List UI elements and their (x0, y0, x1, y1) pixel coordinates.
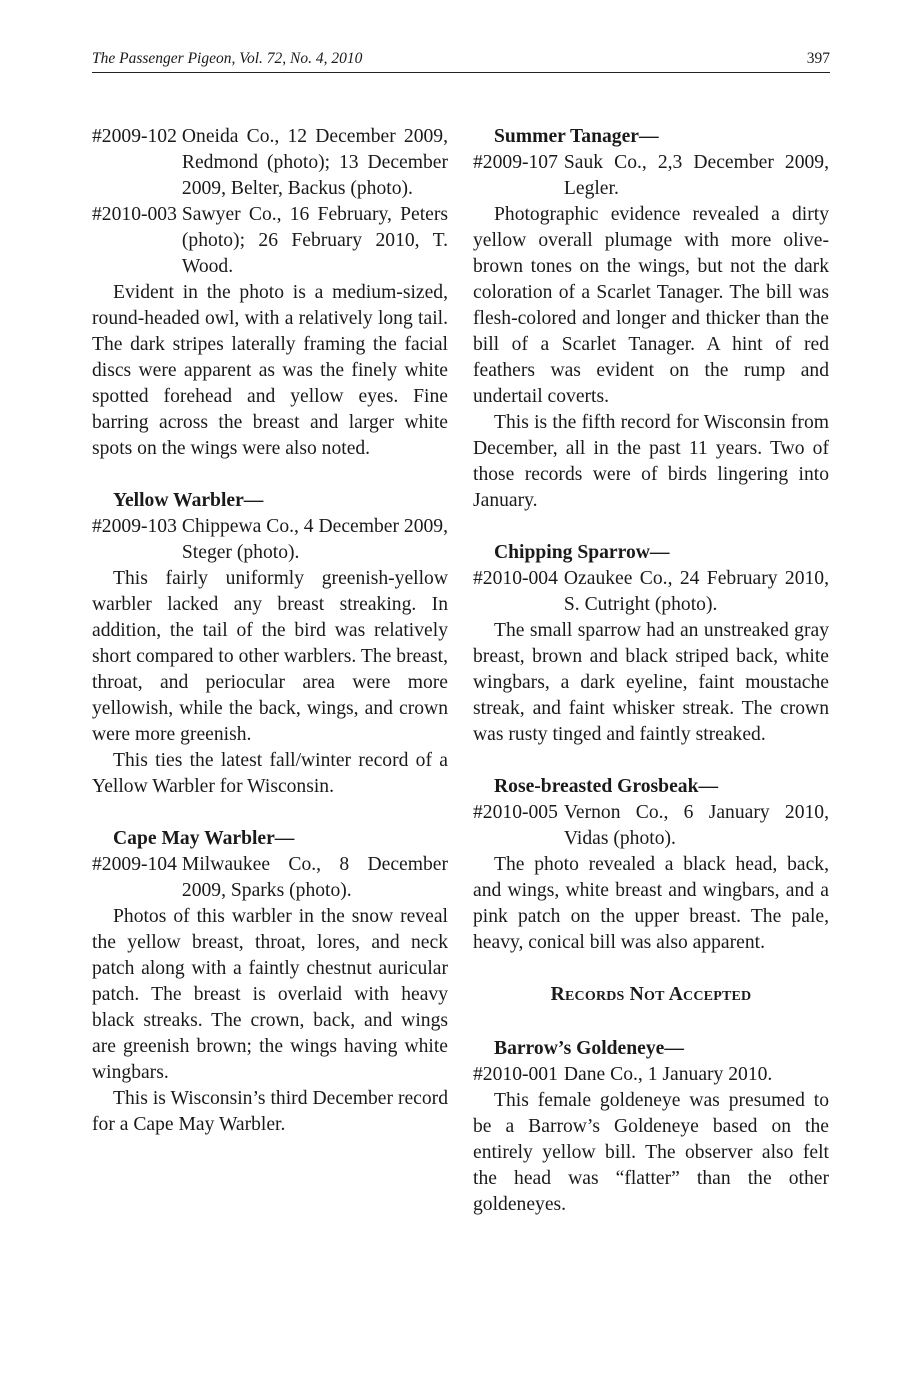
species-heading: Yellow Warbler— (113, 490, 264, 511)
spacer (92, 800, 448, 826)
section-title (473, 982, 829, 1010)
species-note: This ties the latest fall/winter record of a Yellow Warbler for Wisconsin. (92, 750, 448, 797)
record-entry (92, 202, 448, 280)
page-number: 397 (806, 50, 830, 67)
record-details: Ozaukee Co., 24 February 2010, S. Cutright (photo). (563, 568, 829, 615)
section-title-initial: R (550, 984, 565, 1005)
record-entry (473, 800, 829, 852)
record-entry (92, 124, 448, 202)
record-details: Sawyer Co., 16 February, Peters (photo); 26 February 2010, T. Wood. (181, 204, 448, 277)
species-heading: Chipping Sparrow— (494, 542, 670, 563)
section-title-initial: A (668, 984, 684, 1005)
section-title-smallcaps: OT (644, 989, 665, 1004)
species-heading: Summer Tanager— (494, 126, 659, 147)
species-description: Photos of this warbler in the snow reveal the yellow breast, throat, lores, and neck patch along with a faintly chestnut auricular patch. The breast is overlaid with heavy black streaks. The crown, back, and wings are greenish brown; the wings having white wingbars. (92, 906, 448, 1083)
species-description: Photographic evidence revealed a dirty yellow overall plumage with more olive-brown tones on the wings, but not the dark coloration of a Scarlet Tanager. The bill was flesh-colored and longer and thicker than the bill of a Scarlet Tanager. A hint of red feathers was evident on the rump and undertail coverts. (473, 204, 829, 407)
record-entry (473, 566, 829, 618)
running-header (92, 48, 830, 73)
section-title-smallcaps: ECORDS (565, 989, 625, 1004)
record-number: #2009-103 (92, 516, 177, 537)
species-description: This female goldeneye was presumed to be a Barrow’s Goldeneye based on the entirely yellow bill. The observer also felt the head was “flatter” than the other goldeneyes. (473, 1090, 829, 1215)
record-entry (92, 514, 448, 566)
spacer (473, 514, 829, 540)
record-details: Chippewa Co., 4 December 2009, Steger (photo). (181, 516, 448, 563)
record-entry (473, 150, 829, 202)
record-number: #2010-001 (473, 1064, 558, 1085)
left-column (92, 124, 448, 1138)
record-details: Dane Co., 1 January 2010. (563, 1064, 773, 1085)
record-details: Milwaukee Co., 8 December 2009, Sparks (photo). (181, 854, 448, 901)
record-number: #2010-003 (92, 204, 177, 225)
record-number: #2009-102 (92, 126, 177, 147)
section-title-initial: N (629, 984, 645, 1005)
record-details: Vernon Co., 6 January 2010, Vidas (photo). (563, 802, 829, 849)
record-number: #2010-005 (473, 802, 558, 823)
journal-citation: The Passenger Pigeon, Vol. 72, No. 4, 2010 (92, 50, 363, 67)
species-heading: Rose-breasted Grosbeak— (494, 776, 719, 797)
species-note: This is the fifth record for Wisconsin from December, all in the past 11 years. Two of those records were of birds lingering into January. (473, 412, 829, 511)
species-description: The photo revealed a black head, back, and wings, white breast and wingbars, and a pink patch on the upper breast. The pale, heavy, conical bill was also apparent. (473, 854, 829, 953)
section-title-smallcaps: CCEPTED (683, 989, 752, 1004)
record-number: #2010-004 (473, 568, 558, 589)
right-column (473, 124, 829, 1218)
record-number: #2009-104 (92, 854, 177, 875)
record-entry (92, 852, 448, 904)
species-heading: Cape May Warbler— (113, 828, 295, 849)
species-note: This is Wisconsin’s third December record for a Cape May Warbler. (92, 1088, 448, 1135)
species-description: This fairly uniformly greenish-yellow warbler lacked any breast streaking. In addition, the tail of the bird was relatively short compared to other warblers. The breast, throat, and periocular area were more yellowish, while the back, wings, and crown were more greenish. (92, 568, 448, 745)
record-details: Sauk Co., 2,3 December 2009, Legler. (563, 152, 829, 199)
record-details: Oneida Co., 12 December 2009, Redmond (photo); 13 December 2009, Belter, Backus (photo). (181, 126, 448, 199)
species-heading: Barrow’s Goldeneye— (494, 1038, 684, 1059)
species-description: The small sparrow had an unstreaked gray breast, brown and black striped back, white wingbars, a dark eyeline, faint moustache streak, and faint whisker streak. The crown was rusty tinged and faintly streaked. (473, 620, 829, 745)
spacer (473, 748, 829, 774)
spacer (473, 1010, 829, 1036)
record-entry (473, 1062, 829, 1088)
owl-description: Evident in the photo is a medium-sized, round-headed owl, with a relatively long tail. The dark stripes laterally framing the facial discs were apparent as was the finely white spotted forehead and yellow eyes. Fine barring across the breast and larger white spots on the wings were also noted. (92, 282, 448, 459)
record-number: #2009-107 (473, 152, 558, 173)
spacer (473, 956, 829, 982)
spacer (92, 462, 448, 488)
